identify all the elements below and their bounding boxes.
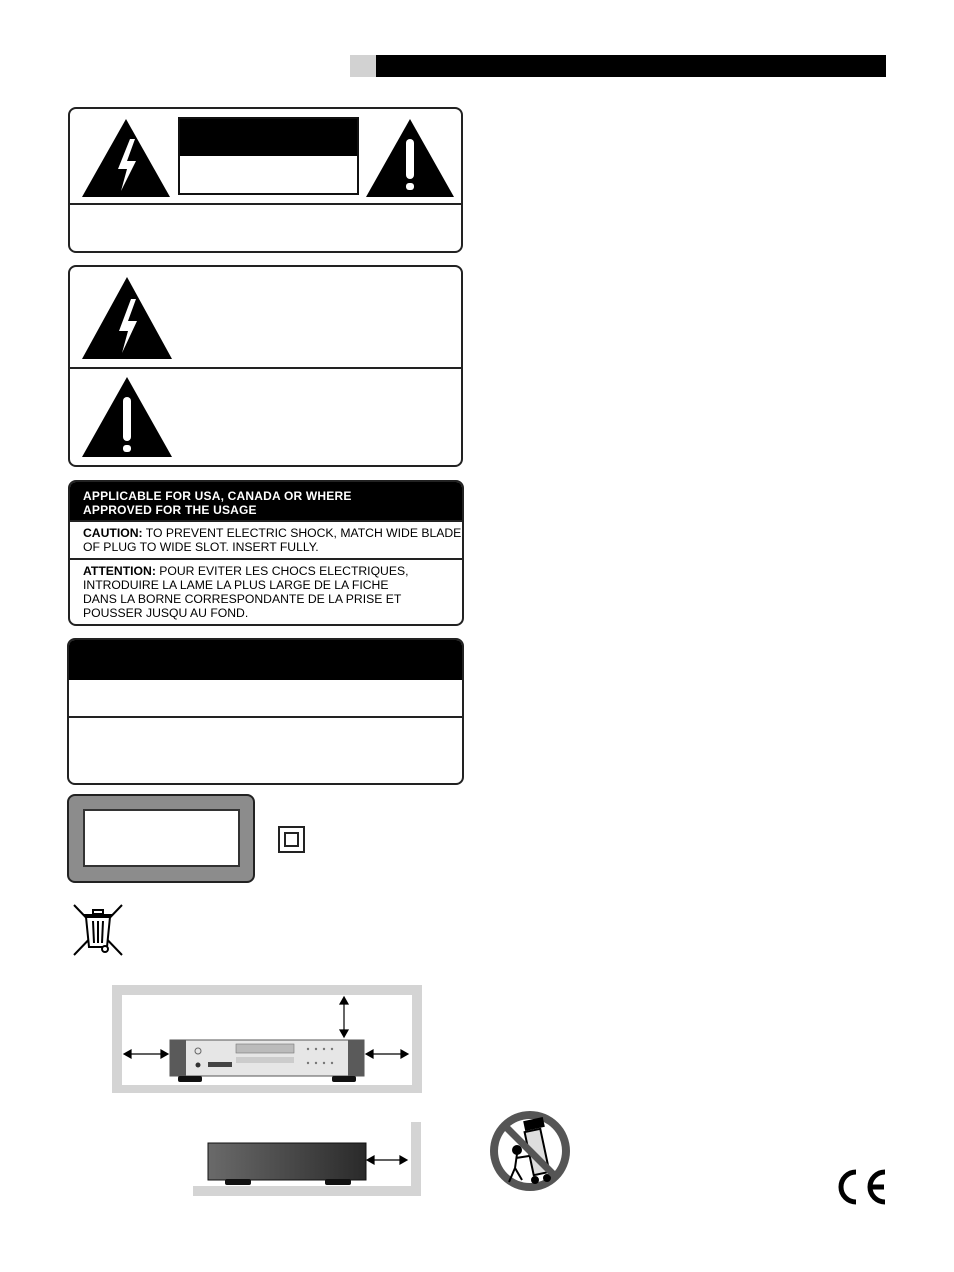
exclamation-warning-icon: [364, 117, 456, 199]
rear-clearance-diagram: [193, 1122, 423, 1196]
header-bar: [376, 55, 886, 77]
plug-caution-box: [68, 480, 464, 626]
caution-line-2: OF PLUG TO WIDE SLOT. INSERT FULLY.: [83, 540, 319, 554]
ce-mark-icon: [832, 1168, 888, 1206]
attention-line-4: POUSSER JUSQU AU FOND.: [83, 606, 249, 620]
caution-label: [178, 117, 359, 195]
lightning-warning-icon: [80, 275, 174, 361]
header-bar-accent: [350, 55, 376, 77]
attention-line-1: ATTENTION: POUR EVITER LES CHOCS ELECTRIQUES,: [83, 564, 409, 578]
notice-box: [67, 638, 464, 785]
plug-box-header-line-1: APPLICABLE FOR USA, CANADA OR WHERE: [83, 489, 352, 503]
attention-line-3: DANS LA BORNE CORRESPONDANTE DE LA PRISE ET: [83, 592, 402, 606]
caution-line-1: CAUTION: TO PREVENT ELECTRIC SHOCK, MATCH WIDE BLADE: [83, 526, 462, 540]
laser-product-label: [67, 794, 255, 883]
cart-tip-over-warning-icon: [489, 1110, 571, 1192]
symbol-explanation-box: [68, 265, 463, 467]
exclamation-warning-icon: [80, 375, 174, 459]
weee-crossed-bin-icon: [70, 903, 126, 957]
plug-box-header-line-2: APPROVED FOR THE USAGE: [83, 503, 257, 517]
ventilation-clearance-diagram: [112, 985, 422, 1093]
attention-line-2: INTRODUIRE LA LAME LA PLUS LARGE DE LA FICHE: [83, 578, 389, 592]
lightning-warning-icon: [80, 117, 172, 199]
class-ii-double-insulation-icon: [278, 826, 305, 853]
caution-shock-box: [68, 107, 463, 253]
